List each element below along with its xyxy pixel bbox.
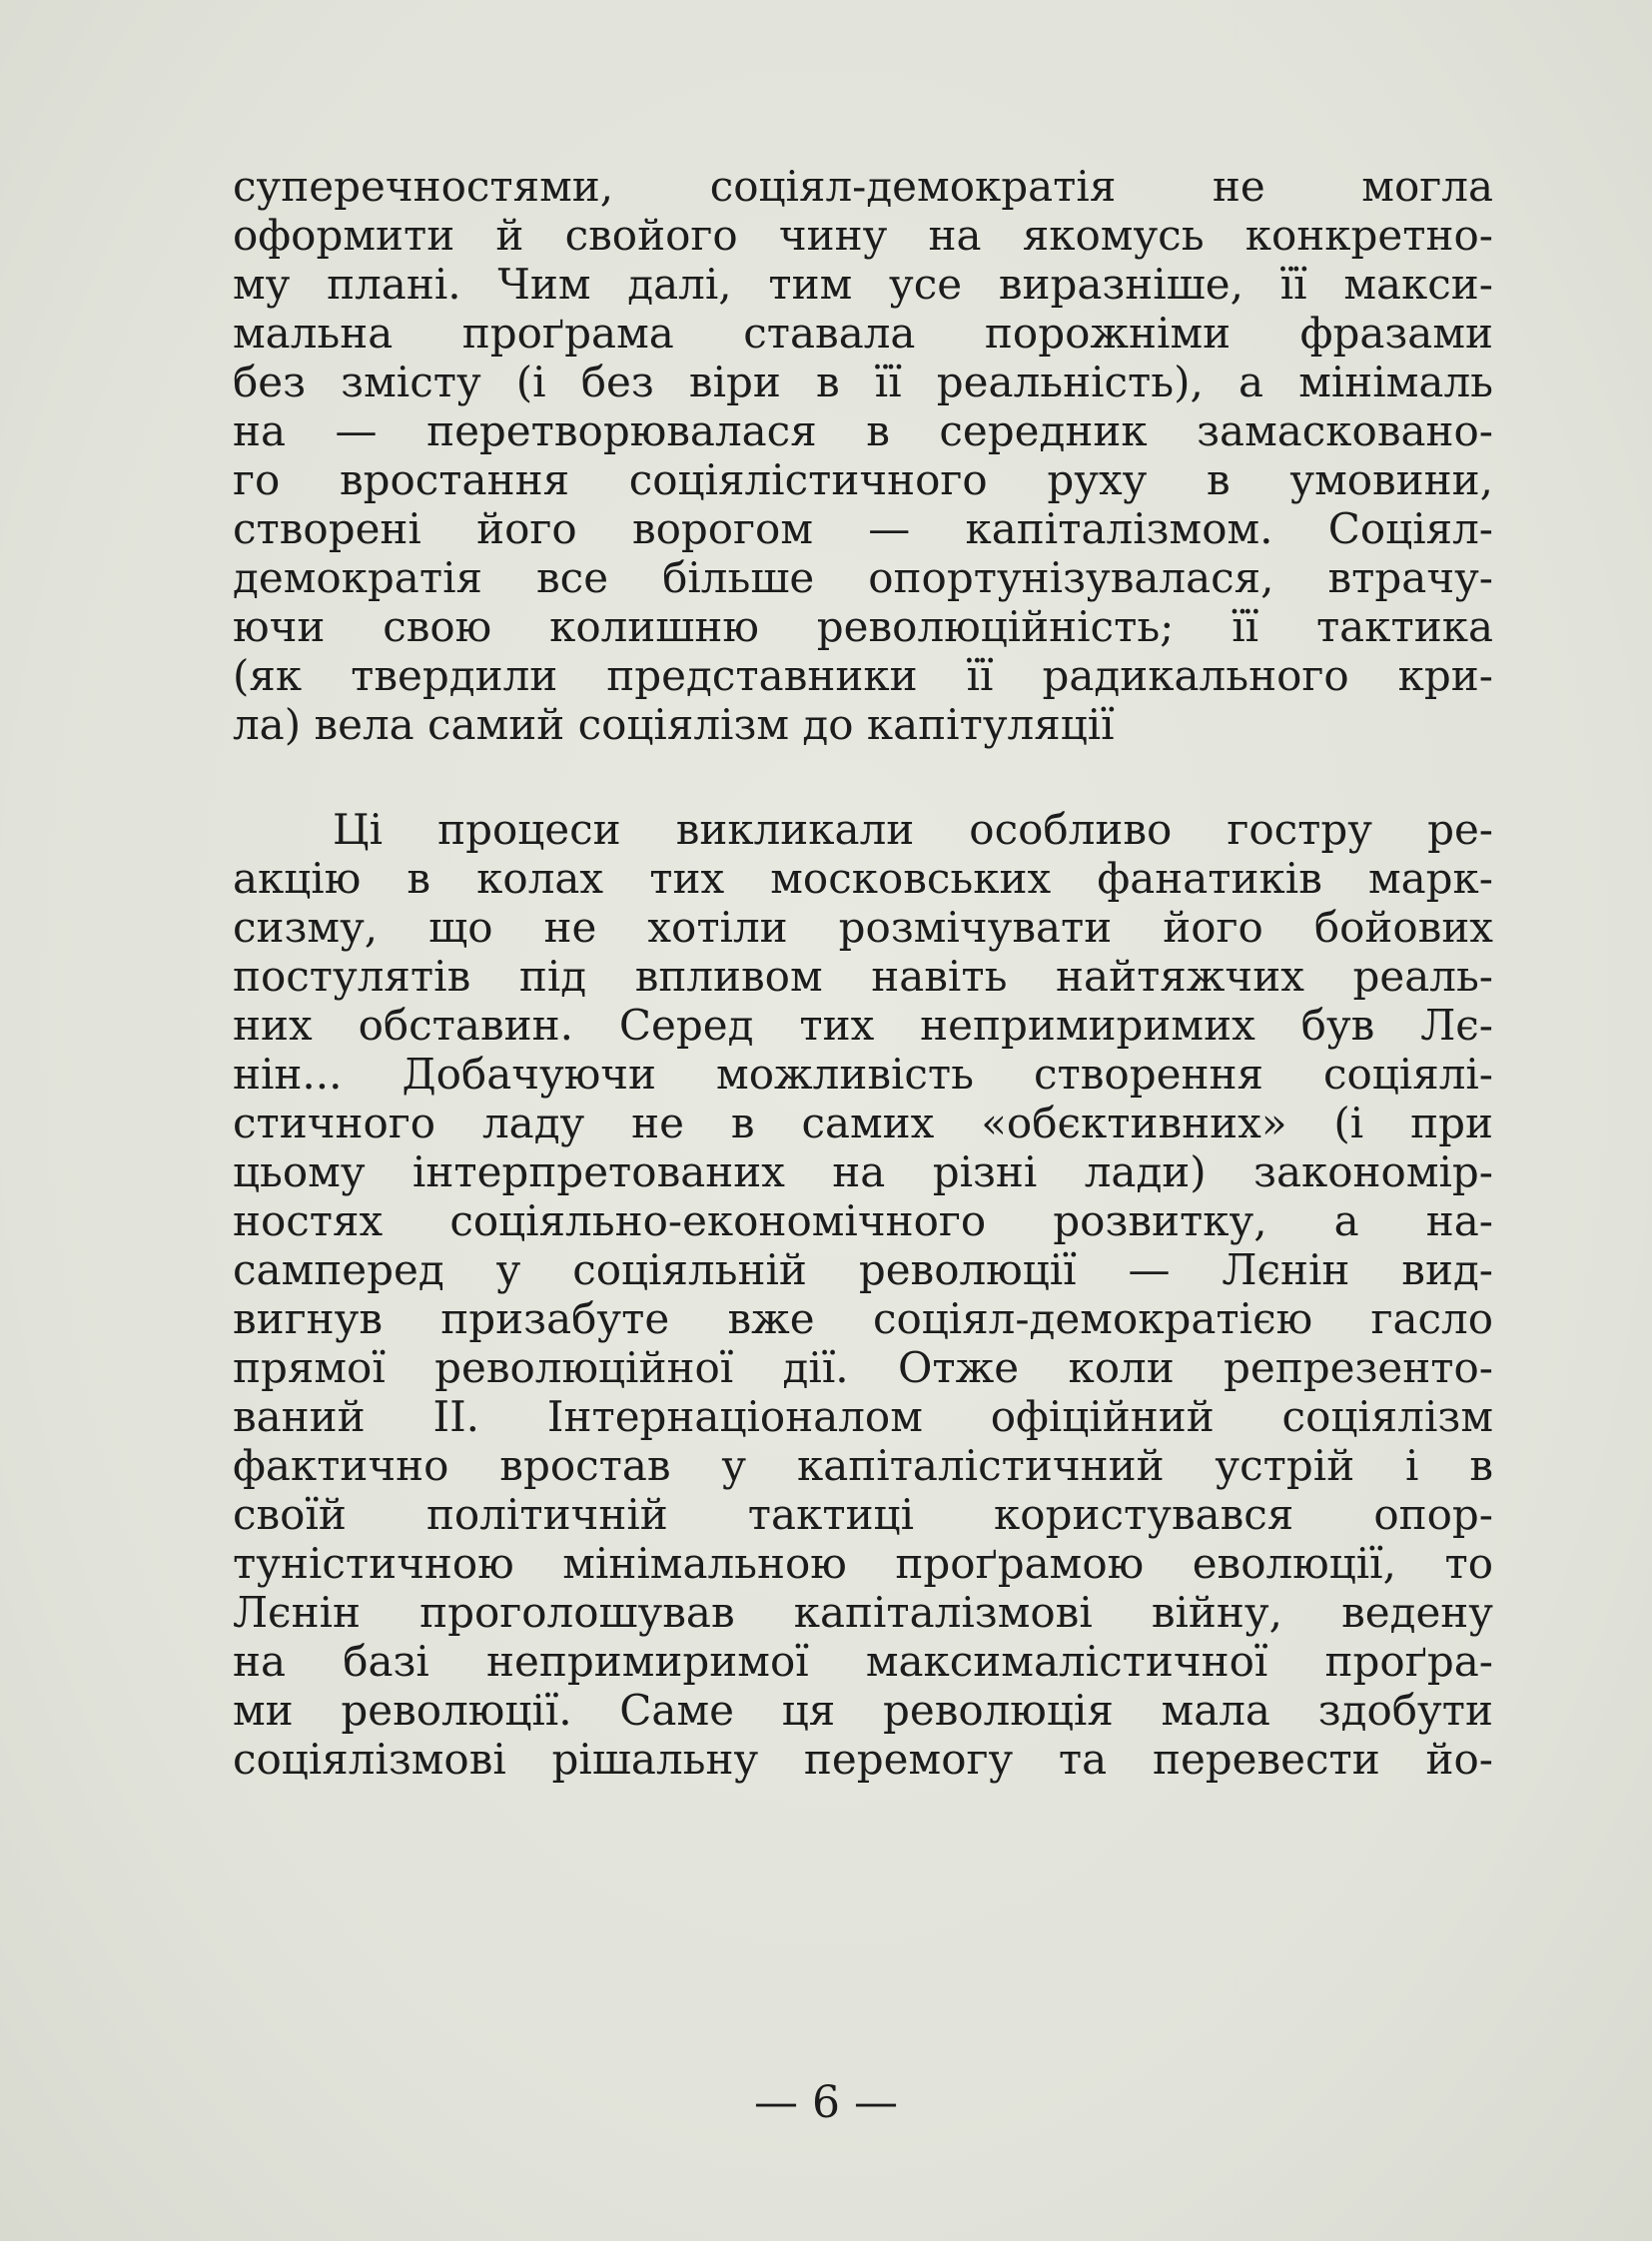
text-line: без змісту (і без віри в її реальність), а мінімаль xyxy=(233,358,1493,406)
text-line: самперед у соціяльній революції — Лєнін вид- xyxy=(233,1245,1493,1294)
text-line: (як твердили представники її радикального кри- xyxy=(233,651,1493,700)
page-number: — 6 — xyxy=(754,2077,898,2128)
text-line: своїй політичній тактиці користувався опор- xyxy=(233,1490,1493,1539)
text-line: на — перетворювалася в середник замасковано- xyxy=(233,406,1493,455)
text-line: вигнув призабуте вже соціял-демократією гасло xyxy=(233,1294,1493,1343)
text-line: демократія все більше опортунізувалася, втрачу- xyxy=(233,553,1493,602)
text-line: них обставин. Серед тих непримиримих був Лє- xyxy=(233,1001,1493,1050)
text-line: ючи свою колишню революційність; її тактика xyxy=(233,602,1493,651)
text-line: Лєнін проголошував капіталізмові війну, ведену xyxy=(233,1588,1493,1637)
text-line: суперечностями, соціял-демократія не могла xyxy=(233,162,1493,211)
text-line: оформити й свойого чину на якомусь конкретно- xyxy=(233,211,1493,260)
text-line: соціялізмові рішальну перемогу та перевести йо- xyxy=(233,1735,1493,1784)
text-line: акцію в колах тих московських фанатиків марк- xyxy=(233,854,1493,903)
text-line: ла) вела самий соціялізм до капітуляції xyxy=(233,700,1115,749)
text-line: Ці процеси викликали особливо гостру ре- xyxy=(333,805,1493,854)
text-line: му плані. Чим далі, тим усе виразніше, її макси- xyxy=(233,260,1493,309)
text-line: нін... Добачуючи можливість створення соціялі- xyxy=(233,1050,1493,1099)
text-line: го вростання соціялістичного руху в умовини, xyxy=(233,455,1493,504)
paragraph-2 xyxy=(233,805,1493,1784)
text-line: стичного ладу не в самих «обєктивних» (і при xyxy=(233,1099,1493,1147)
text-line: створені його ворогом — капіталізмом. Соціял- xyxy=(233,504,1493,553)
text-line: ваний II. Інтернаціоналом офіційний соціялізм xyxy=(233,1392,1493,1441)
text-line: цьому інтерпретованих на різні лади) закономір- xyxy=(233,1147,1493,1196)
text-line: фактично вростав у капіталістичний устрій і в xyxy=(233,1441,1493,1490)
text-line: на базі непримиримої максималістичної проґра- xyxy=(233,1637,1493,1686)
text-line: мальна проґрама ставала порожніми фразами xyxy=(233,309,1493,358)
text-line: ностях соціяльно-економічного розвитку, а на- xyxy=(233,1196,1493,1245)
text-line: постулятів під впливом навіть найтяжчих реаль- xyxy=(233,952,1493,1001)
text-line: сизму, що не хотіли розмічувати його бойових xyxy=(233,903,1493,952)
text-line: прямої революційної дії. Отже коли репрезенто- xyxy=(233,1343,1493,1392)
text-line: туністичною мінімальною проґрамою еволюції, то xyxy=(233,1539,1493,1588)
text-line: ми революції. Саме ця революція мала здобути xyxy=(233,1686,1493,1735)
paragraph-1 xyxy=(233,162,1493,749)
